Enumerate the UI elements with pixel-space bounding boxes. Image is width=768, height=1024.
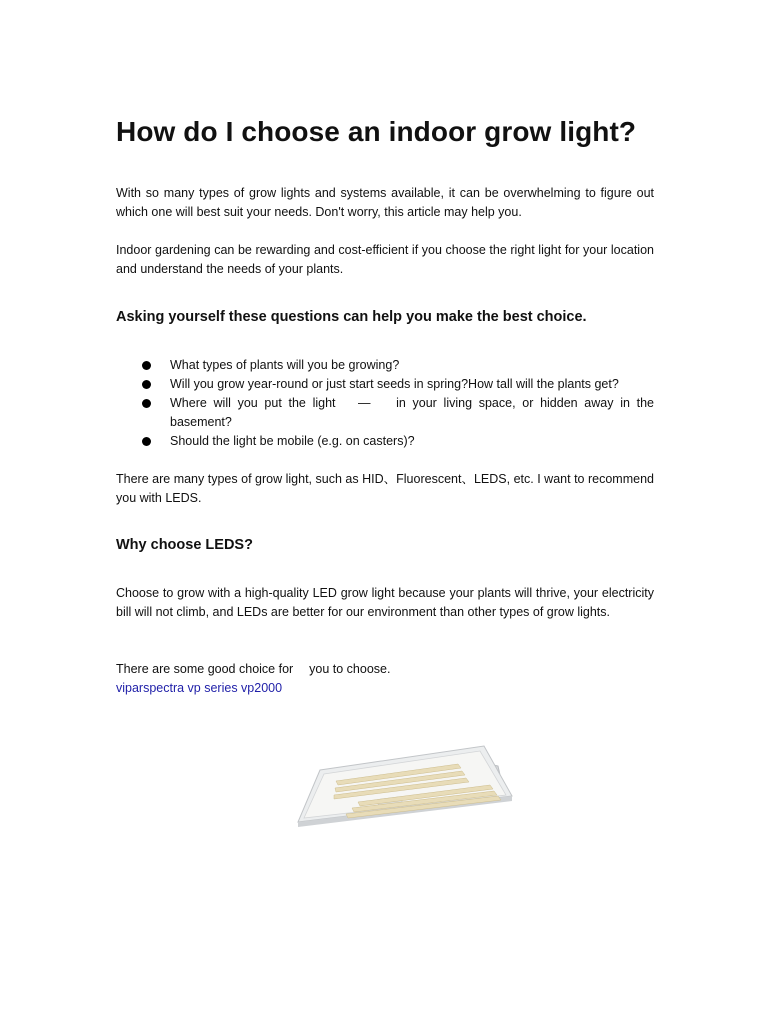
intro-paragraph-2: Indoor gardening can be rewarding and cost-efficient if you choose the right light for your location and understand the needs of your plants.: [116, 243, 654, 276]
types-paragraph: There are many types of grow light, such as HID、Fluorescent、LEDS, etc. I want to recommend you with LEDS.: [116, 472, 654, 505]
questions-list: [116, 356, 654, 451]
bullet-icon: [142, 380, 151, 389]
list-item: [116, 394, 654, 432]
page-title: How do I choose an indoor grow light?: [116, 116, 637, 147]
intro-paragraph-1: With so many types of grow lights and systems available, it can be overwhelming to figure out which one will best suit your needs. Don't worry, this article may help you.: [116, 186, 654, 219]
led-grow-light-panel-image: [272, 700, 522, 880]
bullet-icon: [142, 361, 151, 370]
choice-paragraph: There are some good choice for you to choose.: [116, 662, 391, 676]
bullet-icon: [142, 437, 151, 446]
list-item: [116, 375, 654, 394]
product-link[interactable]: viparspectra vp series vp2000: [116, 681, 283, 695]
list-item-text: Where will you put the light — in your living space, or hidden away in the basement?: [170, 396, 654, 429]
why-paragraph: Choose to grow with a high-quality LED grow light because your plants will thrive, your electricity bill will not climb, and LEDs are better for our environment than other types of grow lights.: [116, 586, 654, 619]
list-item-text: Should the light be mobile (e.g. on casters)?: [170, 434, 415, 448]
list-item-text: What types of plants will you be growing?: [170, 358, 400, 372]
why-heading: Why choose LEDS?: [116, 537, 253, 553]
list-item-text: Will you grow year-round or just start seeds in spring?How tall will the plants get?: [170, 377, 619, 391]
list-item: [116, 356, 654, 375]
list-item: [116, 432, 654, 451]
questions-heading: Asking yourself these questions can help you make the best choice.: [116, 309, 587, 325]
bullet-icon: [142, 399, 151, 408]
